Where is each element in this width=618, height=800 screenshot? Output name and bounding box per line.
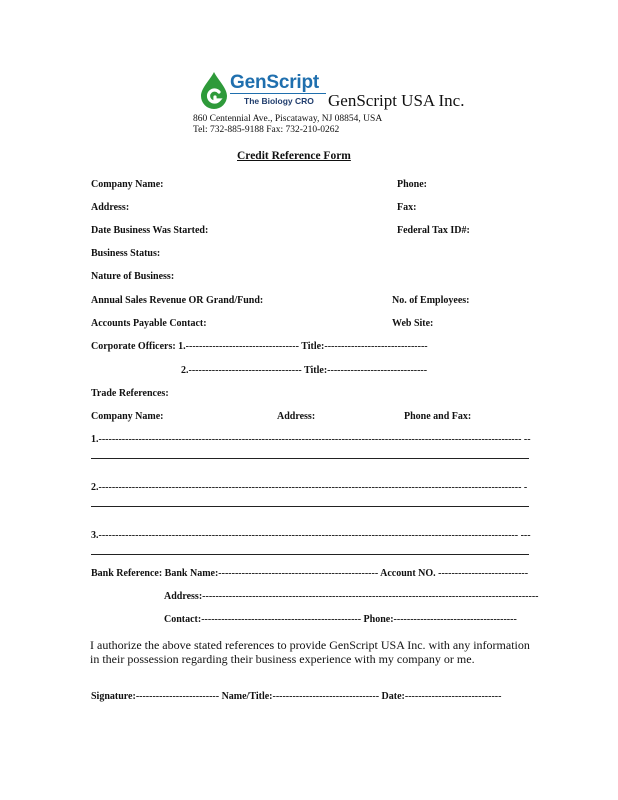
corporate-officers-line-1: Corporate Officers: 1.---------------------------------- Title:------------------------------- (91, 341, 428, 352)
signature-line: Signature:------------------------- Name/Title:-------------------------------- Date:----------------------------- (91, 691, 502, 702)
business-status-label: Business Status: (91, 248, 161, 259)
trade-ref-2-rule (91, 506, 529, 507)
address-label: Address: (91, 202, 130, 213)
trade-ref-1: 1.------------------------------------------------------------------------------------------------------------------------------- -- (91, 434, 531, 445)
form-title: Credit Reference Form (237, 150, 351, 162)
genscript-drop-logo-icon (198, 70, 230, 110)
accounts-payable-label: Accounts Payable Contact: (91, 318, 207, 329)
trade-ref-3: 3.------------------------------------------------------------------------------------------------------------------------------ --- (91, 530, 531, 541)
company-name-label: Company Name: (91, 179, 164, 190)
nature-of-business-label: Nature of Business: (91, 271, 175, 282)
corporate-officers-line-2: 2.---------------------------------- Title:------------------------------ (181, 365, 428, 376)
annual-sales-label: Annual Sales Revenue OR Grand/Fund: (91, 295, 264, 306)
trade-col-company: Company Name: (91, 411, 164, 422)
bank-name-line: Bank Reference: Bank Name:------------------------------------------------ Account NO. --------------------------- (91, 568, 529, 579)
date-started-label: Date Business Was Started: (91, 225, 209, 236)
fax-label: Fax: (397, 202, 417, 213)
logo-underline (230, 93, 326, 94)
bank-contact-line: Contact:------------------------------------------------ Phone:------------------------------------- (164, 614, 517, 625)
trade-ref-3-rule (91, 554, 529, 555)
trade-col-address: Address: (277, 411, 316, 422)
trade-ref-1-rule (91, 458, 529, 459)
web-site-label: Web Site: (392, 318, 434, 329)
num-employees-label: No. of Employees: (392, 295, 470, 306)
company-tel-fax: Tel: 732-885-9188 Fax: 732-210-0262 (193, 125, 340, 135)
company-name: GenScript USA Inc. (328, 91, 465, 110)
trade-col-phone-fax: Phone and Fax: (404, 411, 472, 422)
authorization-statement: I authorize the above stated references to provide GenScript USA Inc. with any information in their possession regarding their business experience with my company or me. (90, 638, 530, 666)
trade-references-heading: Trade References: (91, 388, 169, 399)
logo-brand: GenScript (230, 72, 319, 93)
trade-ref-2: 2.------------------------------------------------------------------------------------------------------------------------------- - (91, 482, 528, 493)
phone-label: Phone: (397, 179, 427, 190)
company-address: 860 Centennial Ave., Piscataway, NJ 08854, USA (193, 114, 383, 124)
logo-tagline: The Biology CRO (244, 96, 314, 106)
bank-address-line: Address:----------------------------------------------------------------------------------------------------- (164, 591, 539, 602)
federal-tax-id-label: Federal Tax ID#: (397, 225, 470, 236)
